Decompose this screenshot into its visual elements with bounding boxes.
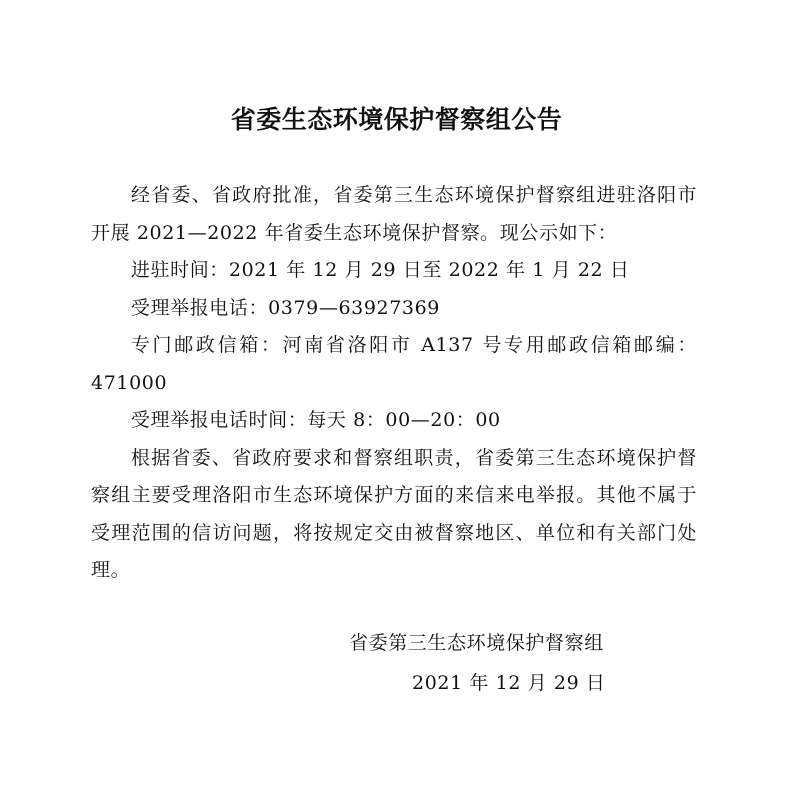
signature-organization: 省委第三生态环境保护督察组	[349, 632, 604, 654]
paragraph-postal-box: 专门邮政信箱：河南省洛阳市 A137 号专用邮政信箱邮编：471000	[91, 334, 697, 394]
paragraph-stationing-time: 进驻时间：2021 年 12 月 29 日至 2022 年 1 月 22 日	[130, 259, 630, 281]
paragraph-scope: 根据省委、省政府要求和督察组职责，省委第三生态环境保护督察组主要受理洛阳市生态环境保护方面的来信来电举报。其他不属于受理范围的信访问题，将按规定交由被督察地区、单位和有关部门处理。	[91, 446, 697, 581]
paragraph-report-phone: 受理举报电话：0379—63927369	[130, 296, 440, 319]
document-body	[91, 177, 697, 590]
paragraph-phone-hours: 受理举报电话时间：每天 8：00—20：00	[130, 409, 501, 431]
document-title: 省委生态环境保护督察组公告	[230, 105, 563, 134]
signature-date: 2021 年 12 月 29 日	[412, 672, 606, 694]
paragraph-intro: 经省委、省政府批准，省委第三生态环境保护督察组进驻洛阳市开展 2021—2022 年省委生态环境保护督察。现公示如下：	[91, 184, 697, 244]
